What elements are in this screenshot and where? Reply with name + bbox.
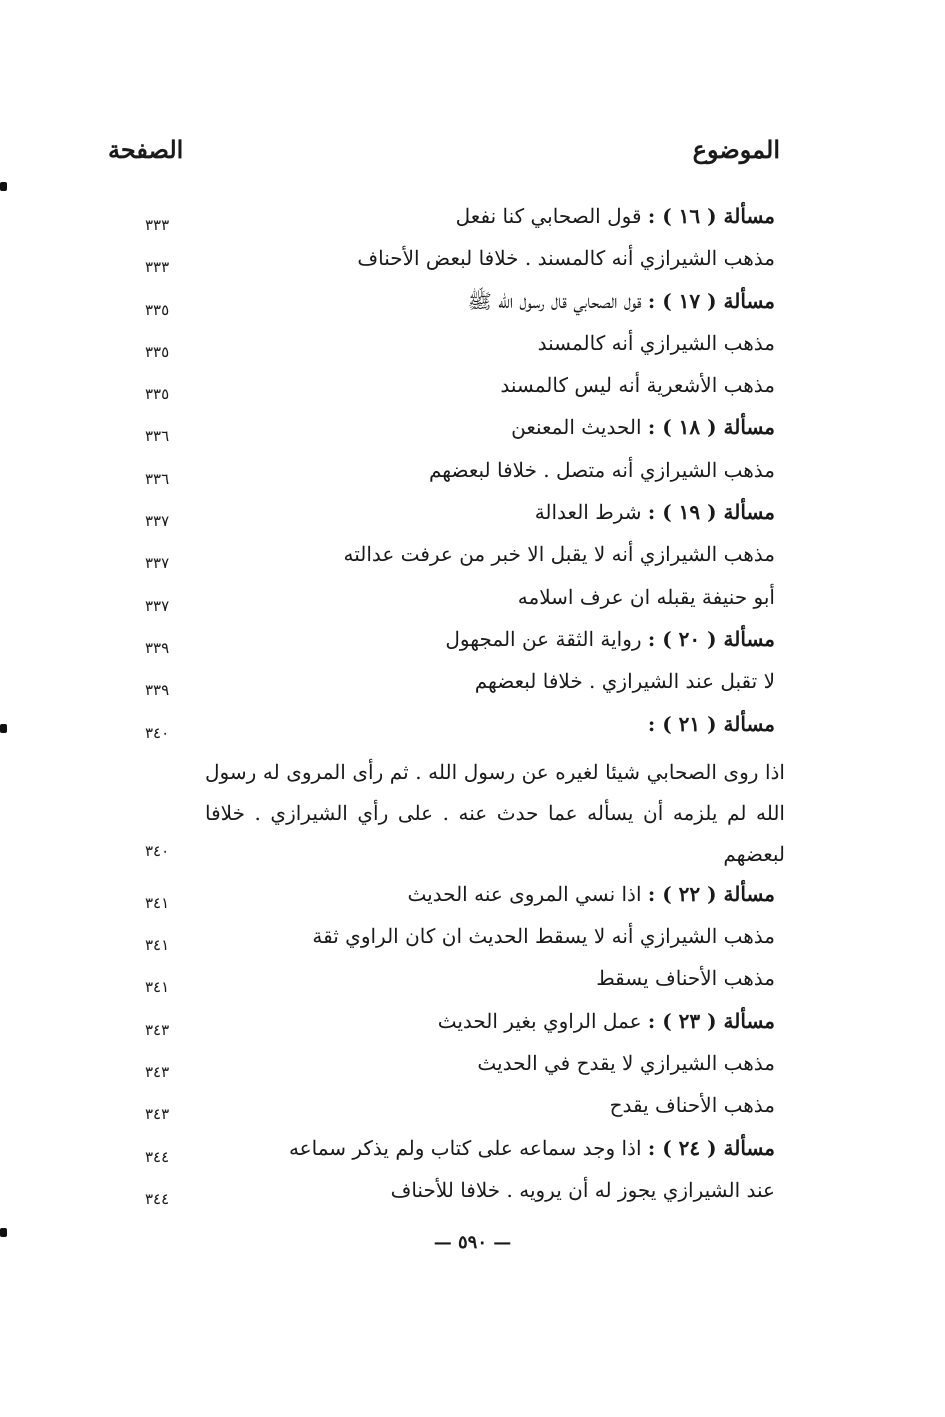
issue-label: مسألة ( ٢٣ ) : [647, 1008, 775, 1033]
issue-label: مسألة ( ٢٢ ) : [647, 881, 775, 906]
entry-description: مذهب الشيرازي أنه لا يسقط الحديث ان كان الراوي ثقة [312, 924, 775, 949]
entry-description: اذا وجد سماعه على كتاب ولم يذكر سماعه [288, 1135, 642, 1160]
entry-description: مذهب الشيرازي أنه متصل . خلافا لبعضهم [428, 457, 775, 482]
index-entry [0, 454, 945, 496]
entry-description: مذهب الأشعرية أنه ليس كالمسند [500, 373, 775, 398]
index-entry [0, 1047, 945, 1089]
page-reference: ٣٤٣ [145, 1020, 170, 1039]
entry-description: مذهب الشيرازي لا يقدح في الحديث [477, 1051, 775, 1076]
index-entries-group-a [0, 200, 945, 750]
page-reference: ٣٤٣ [145, 1063, 170, 1082]
entry-text [343, 542, 775, 566]
page-reference: ٣٤٣ [145, 1105, 170, 1124]
entry-description: قول الصحابي قال رسول الله ﷺ [467, 288, 642, 313]
index-entry [0, 1089, 945, 1131]
entry-text [475, 669, 775, 693]
entry-text [456, 204, 775, 228]
page-reference: ٣٣٧ [145, 554, 170, 573]
index-entry [0, 665, 945, 707]
scan-margin-mark [0, 724, 7, 733]
entry-description: عند الشيرازي يجوز له أن يرويه . خلافا للأحناف [390, 1177, 775, 1202]
entry-description: قول الصحابي كنا نفعل [455, 204, 642, 228]
index-entry [0, 369, 945, 411]
index-entry [0, 285, 945, 327]
index-entry [0, 538, 945, 580]
index-entry [0, 411, 945, 453]
entry-text [596, 966, 775, 990]
page-reference: ٣٤١ [145, 978, 170, 997]
page-number: — ٥٩٠ — [433, 1232, 512, 1253]
entry-text [477, 1051, 775, 1075]
entry-text [468, 289, 775, 318]
page-reference: ٣٣٥ [145, 342, 170, 361]
page-reference: ٣٣٦ [145, 427, 170, 446]
entry-text [407, 882, 775, 906]
page-column-heading: الصفحة [108, 135, 184, 164]
index-entry [0, 1132, 945, 1174]
entry-text [438, 1009, 775, 1033]
paragraph-text: اذا روى الصحابي شيئا لغيره عن رسول الله . ثم رأى المروى له رسول الله لم يلزمه أن يسأله عما حدث عنه . على رأي الشيرازي . خلافا لبعضهم [205, 759, 785, 866]
index-entry [0, 878, 945, 920]
page-reference: ٣٣٣ [145, 258, 170, 277]
index-entry [0, 496, 945, 538]
page-reference: ٣٤١ [145, 893, 170, 912]
entry-text [518, 585, 775, 609]
issue-label: مسألة ( ١٩ ) : [647, 500, 775, 525]
issue-label: مسألة ( ٢٠ ) : [647, 626, 775, 651]
index-entry [0, 920, 945, 962]
entry-description: مذهب الشيرازي أنه كالمسند . خلافا لبعض الأحناف [357, 246, 775, 271]
entry-description: أبو حنيفة يقبله ان عرف اسلامه [517, 584, 775, 609]
entry-text [648, 712, 775, 736]
page-reference: ٣٣٧ [145, 596, 170, 615]
entry-description: الحديث المعنعن [511, 415, 642, 440]
page-reference: ٣٤٠ [145, 723, 170, 742]
index-entry [0, 708, 945, 750]
page-reference: ٣٣٩ [145, 681, 170, 700]
page-reference: ٣٣٧ [145, 512, 170, 531]
entry-description: مذهب الأحناف يسقط [596, 966, 775, 991]
index-paragraph-entry [0, 750, 945, 878]
page-reference: ٣٤٠ [145, 841, 170, 860]
entry-description: مذهب الشيرازي أنه كالمسند [537, 330, 775, 355]
issue-label: مسألة ( ٢١ ) : [647, 711, 775, 736]
index-entry [0, 242, 945, 284]
entry-text [289, 1136, 775, 1160]
page-reference: ٣٤١ [145, 936, 170, 955]
index-entry [0, 581, 945, 623]
page-reference: ٣٣٦ [145, 469, 170, 488]
index-entries-group-b [0, 878, 945, 1216]
entry-description: مذهب الشيرازي أنه لا يقبل الا خبر من عرفت عدالته [343, 542, 775, 567]
index-list [0, 200, 945, 1216]
entry-text [429, 458, 775, 482]
page-reference: ٣٣٥ [145, 385, 170, 404]
entry-text [357, 246, 775, 270]
issue-label: مسألة ( ٢٤ ) : [647, 1135, 775, 1160]
topic-column-heading: الموضوع [692, 135, 780, 164]
page-reference: ٣٤٤ [145, 1189, 170, 1208]
entry-text [511, 415, 775, 439]
scan-margin-mark [0, 1228, 7, 1237]
page-reference: ٣٣٩ [145, 638, 170, 657]
entry-text [391, 1178, 775, 1202]
issue-label: مسألة ( ١٨ ) : [647, 415, 775, 440]
index-entry [0, 623, 945, 665]
entry-description: شرط العدالة [534, 500, 642, 525]
issue-label: مسألة ( ١٧ ) : [647, 288, 775, 313]
page-reference: ٣٣٣ [145, 216, 170, 234]
index-entry [0, 1174, 945, 1216]
page-reference: ٣٣٥ [145, 300, 170, 319]
index-entry [0, 962, 945, 1004]
entry-text [610, 1093, 775, 1117]
scan-margin-mark [0, 182, 7, 191]
index-entry [0, 327, 945, 369]
index-entry [0, 1005, 945, 1047]
entry-text [535, 500, 775, 524]
index-entry [0, 200, 945, 242]
issue-label: مسألة ( ١٦ ) : [647, 204, 775, 228]
entry-text [500, 373, 775, 397]
entry-description: لا تقبل عند الشيرازي . خلافا لبعضهم [474, 669, 775, 694]
entry-description: رواية الثقة عن المجهول [445, 626, 642, 651]
entry-description: اذا نسي المروى عنه الحديث [407, 881, 642, 906]
index-header [100, 135, 780, 175]
entry-description: مذهب الأحناف يقدح [609, 1093, 775, 1118]
page-reference: ٣٤٤ [145, 1147, 170, 1166]
entry-description: عمل الراوي بغير الحديث [437, 1008, 642, 1033]
entry-text [538, 331, 775, 355]
entry-text [445, 627, 775, 651]
entry-text [312, 924, 775, 948]
